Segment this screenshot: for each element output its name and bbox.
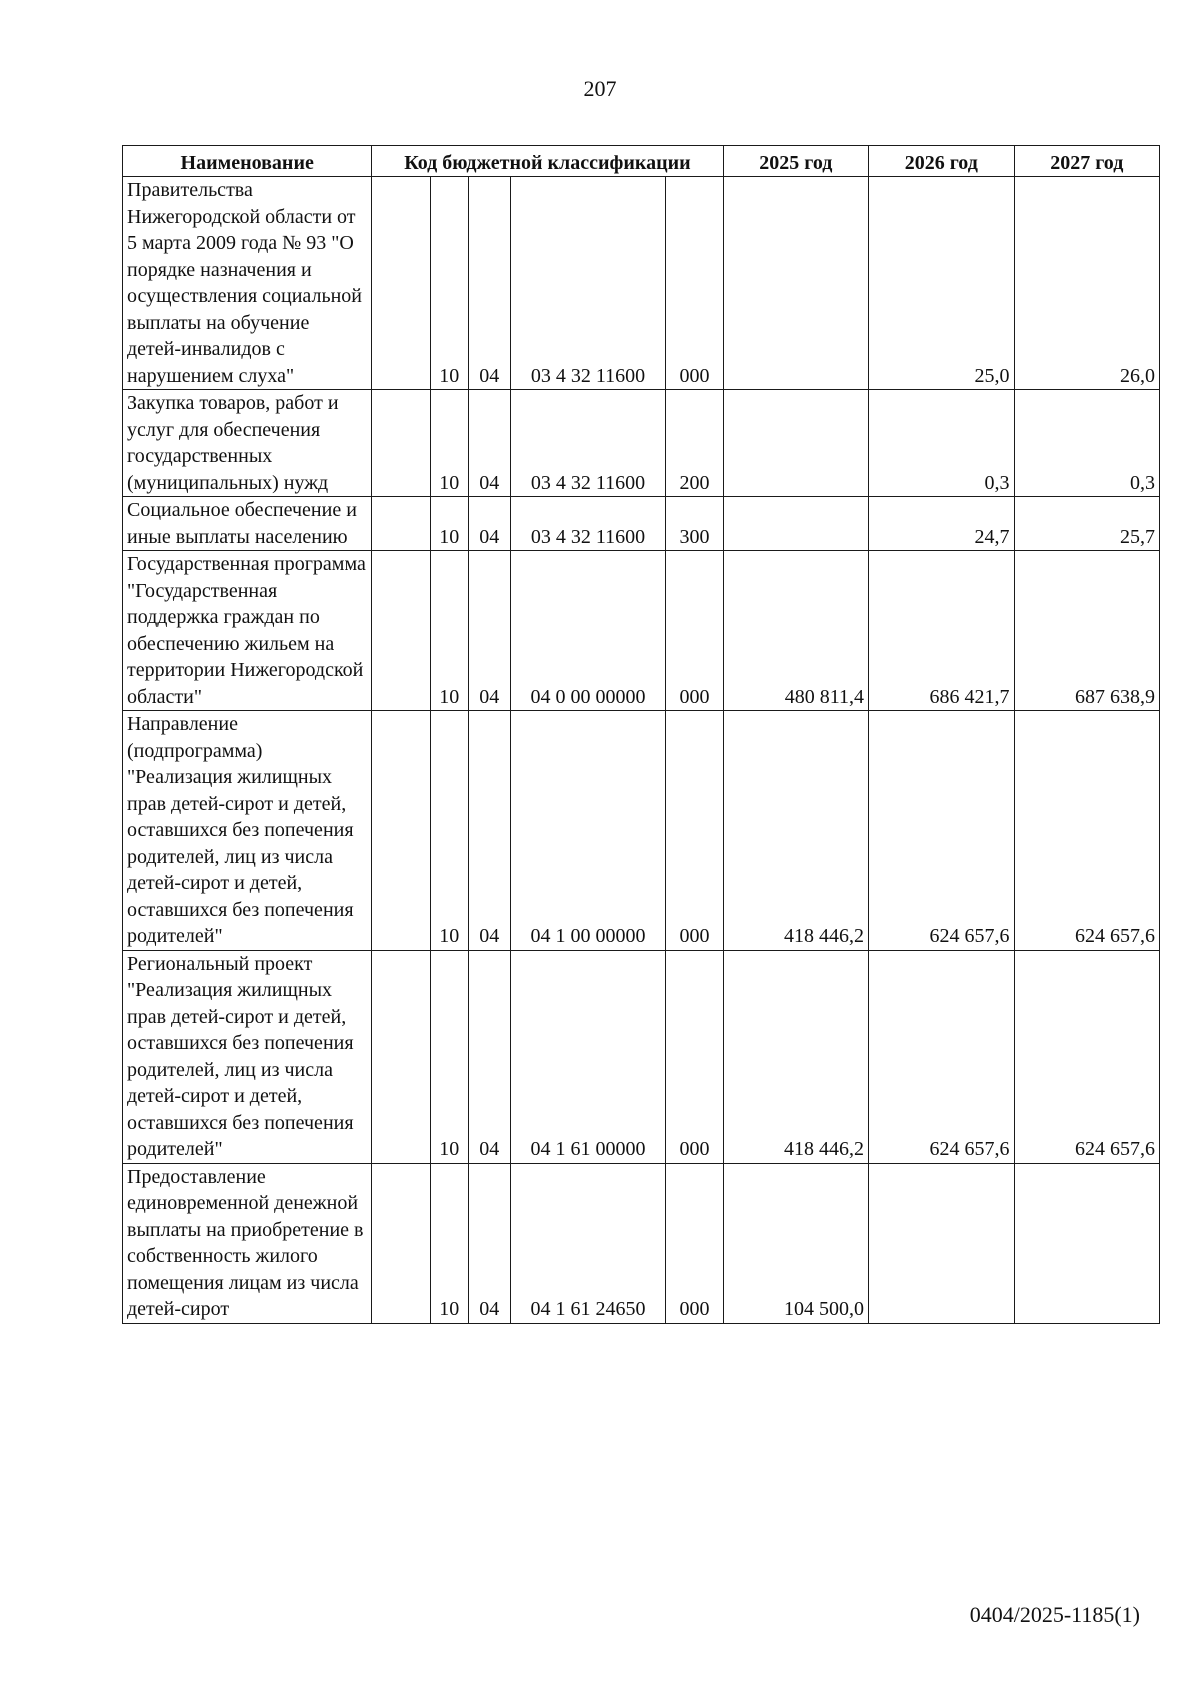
- code-part-1: [372, 177, 430, 390]
- code-section: 10: [430, 497, 468, 551]
- value-2026: [869, 1163, 1014, 1323]
- code-target-article: 04 0 00 00000: [510, 551, 666, 711]
- code-expense-type: 000: [666, 950, 723, 1163]
- value-2025: 418 446,2: [723, 950, 868, 1163]
- row-name: Государственная программа "Государственная поддержка граждан по обеспечению жильем на территории Нижегородской области": [123, 551, 372, 711]
- code-subsection: 04: [469, 711, 511, 951]
- value-2027: 0,3: [1014, 390, 1160, 497]
- header-2026: 2026 год: [869, 146, 1014, 177]
- value-2027: 624 657,6: [1014, 950, 1160, 1163]
- table-row: [123, 950, 1160, 1163]
- header-2025: 2025 год: [723, 146, 868, 177]
- code-expense-type: 000: [666, 551, 723, 711]
- code-part-1: [372, 950, 430, 1163]
- table-header-row: [123, 146, 1160, 177]
- value-2025: 418 446,2: [723, 711, 868, 951]
- code-subsection: 04: [469, 551, 511, 711]
- row-name: Социальное обеспечение и иные выплаты населению: [123, 497, 372, 551]
- value-2027: 624 657,6: [1014, 711, 1160, 951]
- value-2025: 480 811,4: [723, 551, 868, 711]
- code-section: 10: [430, 950, 468, 1163]
- row-name: Правительства Нижегородской области от 5 марта 2009 года № 93 "О порядке назначения и осуществления социальной выплаты на обучение детей-инвалидов с нарушением слуха": [123, 177, 372, 390]
- value-2026: 686 421,7: [869, 551, 1014, 711]
- code-subsection: 04: [469, 950, 511, 1163]
- row-name: Направление (подпрограмма) "Реализация жилищных прав детей-сирот и детей, оставшихся без попечения родителей, лиц из числа детей-сирот и детей, оставшихся без попечения родителей": [123, 711, 372, 951]
- code-expense-type: 000: [666, 711, 723, 951]
- header-2027: 2027 год: [1014, 146, 1160, 177]
- value-2027: 687 638,9: [1014, 551, 1160, 711]
- code-target-article: 04 1 61 24650: [510, 1163, 666, 1323]
- value-2027: [1014, 1163, 1160, 1323]
- code-target-article: 03 4 32 11600: [510, 390, 666, 497]
- row-name: Закупка товаров, работ и услуг для обеспечения государственных (муниципальных) нужд: [123, 390, 372, 497]
- table-body: [123, 177, 1160, 1324]
- code-part-1: [372, 497, 430, 551]
- code-part-1: [372, 1163, 430, 1323]
- code-section: 10: [430, 390, 468, 497]
- code-target-article: 03 4 32 11600: [510, 177, 666, 390]
- table-row: [123, 390, 1160, 497]
- code-target-article: 04 1 61 00000: [510, 950, 666, 1163]
- document-registration-number: 0404/2025-1185(1): [969, 1602, 1140, 1627]
- code-section: 10: [430, 551, 468, 711]
- code-expense-type: 000: [666, 1163, 723, 1323]
- code-part-1: [372, 390, 430, 497]
- row-name: Региональный проект "Реализация жилищных прав детей-сирот и детей, оставшихся без попечения родителей, лиц из числа детей-сирот и детей, оставшихся без попечения родителей": [123, 950, 372, 1163]
- page-number: 207: [583, 76, 617, 101]
- code-section: 10: [430, 1163, 468, 1323]
- code-expense-type: 200: [666, 390, 723, 497]
- value-2026: 24,7: [869, 497, 1014, 551]
- code-subsection: 04: [469, 497, 511, 551]
- code-expense-type: 300: [666, 497, 723, 551]
- code-part-1: [372, 711, 430, 951]
- value-2025: [723, 497, 868, 551]
- value-2025: [723, 177, 868, 390]
- value-2025: 104 500,0: [723, 1163, 868, 1323]
- value-2027: 25,7: [1014, 497, 1160, 551]
- code-target-article: 03 4 32 11600: [510, 497, 666, 551]
- value-2026: 25,0: [869, 177, 1014, 390]
- table-row: [123, 497, 1160, 551]
- header-code: Код бюджетной классификации: [372, 146, 723, 177]
- code-subsection: 04: [469, 1163, 511, 1323]
- table-row: [123, 711, 1160, 951]
- code-subsection: 04: [469, 177, 511, 390]
- value-2026: 0,3: [869, 390, 1014, 497]
- row-name: Предоставление единовременной денежной выплаты на приобретение в собственность жилого помещения лицам из числа детей-сирот: [123, 1163, 372, 1323]
- table-row: [123, 1163, 1160, 1323]
- value-2026: 624 657,6: [869, 711, 1014, 951]
- code-section: 10: [430, 177, 468, 390]
- code-subsection: 04: [469, 390, 511, 497]
- table-row: [123, 177, 1160, 390]
- budget-table: [122, 145, 1160, 1324]
- code-part-1: [372, 551, 430, 711]
- table-row: [123, 551, 1160, 711]
- code-expense-type: 000: [666, 177, 723, 390]
- code-target-article: 04 1 00 00000: [510, 711, 666, 951]
- value-2025: [723, 390, 868, 497]
- value-2026: 624 657,6: [869, 950, 1014, 1163]
- header-name: Наименование: [123, 146, 372, 177]
- code-section: 10: [430, 711, 468, 951]
- value-2027: 26,0: [1014, 177, 1160, 390]
